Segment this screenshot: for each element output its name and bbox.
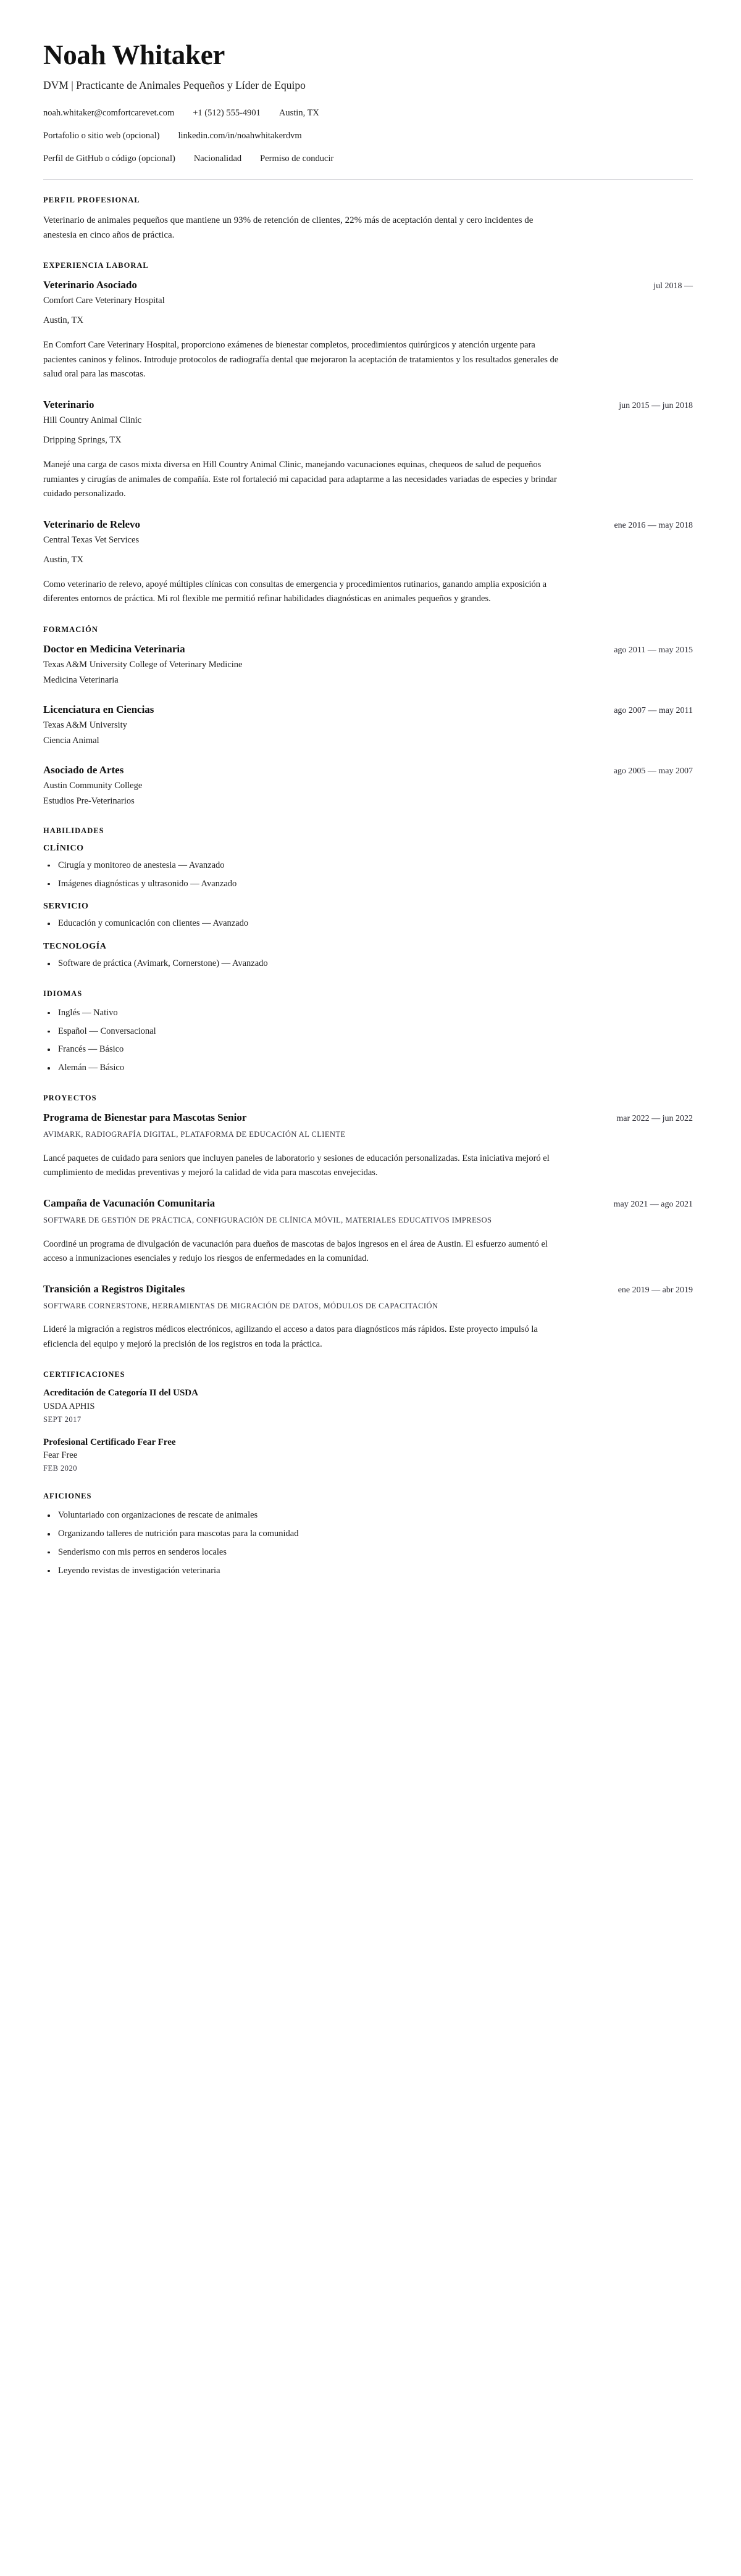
experience-organization: Hill Country Animal Clinic xyxy=(43,415,142,426)
experience-location: Dripping Springs, TX xyxy=(43,435,122,446)
hobby-item: Leyendo revistas de investigación veterinaria xyxy=(43,1564,693,1578)
education-degree: Licenciatura en Ciencias xyxy=(43,703,154,715)
education-date: ago 2011 — may 2015 xyxy=(614,645,693,655)
project-entry-head xyxy=(43,1282,693,1296)
project-entry xyxy=(43,1111,693,1181)
candidate-headline: DVM | Practicante de Animales Pequeños y Líder de Equipo xyxy=(43,79,306,92)
hobby-item: Voluntariado con organizaciones de rescate de animales xyxy=(43,1509,693,1523)
certification-title: Profesional Certificado Fear Free xyxy=(43,1437,176,1447)
education-entry xyxy=(43,703,693,747)
certifications-list xyxy=(43,1387,693,1473)
project-description: Lancé paquetes de cuidado para seniors que incluyen paneles de laboratorio y sesiones de educación personalizadas. Esta iniciativa mejoró el cumplimiento de medidas preventivas y mejoró la calidad de vida para mascotas envejecidas. xyxy=(43,1153,550,1178)
certification-entry xyxy=(43,1387,693,1424)
experience-date: jun 2015 — jun 2018 xyxy=(619,401,693,410)
experience-entry xyxy=(43,518,693,607)
education-entry-head xyxy=(43,763,693,777)
section-title-certifications: CERTIFICACIONES xyxy=(43,1370,125,1379)
skill-item: Cirugía y monitoreo de anestesia — Avanzado xyxy=(43,859,693,873)
education-entry xyxy=(43,642,693,687)
experience-organization: Central Texas Vet Services xyxy=(43,534,140,545)
project-keywords: SOFTWARE CORNERSTONE, HERRAMIENTAS DE MIGRACIÓN DE DATOS, MÓDULOS DE CAPACITACIÓN xyxy=(43,1301,438,1310)
hobby-item: Senderismo con mis perros en senderos locales xyxy=(43,1546,693,1560)
candidate-name: Noah Whitaker xyxy=(43,39,225,70)
project-description: Lideré la migración a registros médicos electrónicos, agilizando el acceso a datos para diagnósticos más rápidos. Este proyecto impulsó la eficiencia del equipo y mejoró la precisión de los registros en toda la práctica. xyxy=(43,1324,538,1349)
project-title: Programa de Bienestar para Mascotas Senior xyxy=(43,1111,247,1123)
experience-entry-head xyxy=(43,398,693,412)
education-field: Estudios Pre-Veterinarios xyxy=(43,796,135,806)
certification-title: Acreditación de Categoría II del USDA xyxy=(43,1388,198,1398)
project-entry-head xyxy=(43,1111,693,1124)
skill-item-list xyxy=(43,859,693,891)
certification-entry xyxy=(43,1437,693,1474)
projects-list xyxy=(43,1111,693,1352)
contact-row-3 xyxy=(43,152,693,165)
education-entry-head xyxy=(43,642,693,656)
experience-organization: Comfort Care Veterinary Hospital xyxy=(43,296,165,306)
project-date: mar 2022 — jun 2022 xyxy=(616,1113,693,1123)
experience-entry-head xyxy=(43,278,693,292)
section-languages xyxy=(43,989,693,1075)
education-field: Medicina Veterinaria xyxy=(43,675,119,685)
education-entry-head xyxy=(43,703,693,717)
contact-nationality: Nacionalidad xyxy=(193,154,242,164)
language-item: Inglés — Nativo xyxy=(43,1007,693,1020)
certification-date: FEB 2020 xyxy=(43,1464,78,1473)
section-skills xyxy=(43,826,693,971)
experience-job-title: Veterinario Asociado xyxy=(43,279,137,291)
section-title-skills: HABILIDADES xyxy=(43,826,104,835)
project-date: ene 2019 — abr 2019 xyxy=(618,1285,693,1295)
profile-summary: Veterinario de animales pequeños que mantiene un 93% de retención de clientes, 22% más de aceptación dental y cero incidentes de anestesia en cinco años de práctica. xyxy=(43,215,534,241)
resume-header xyxy=(43,41,693,165)
languages-list xyxy=(43,1007,693,1075)
section-profile xyxy=(43,196,693,243)
contact-linkedin[interactable]: linkedin.com/in/noahwhitakerdvm xyxy=(178,131,302,141)
contact-driving-license: Permiso de conducir xyxy=(260,154,334,164)
hobby-item: Organizando talleres de nutrición para mascotas para la comunidad xyxy=(43,1527,693,1541)
project-entry xyxy=(43,1282,693,1352)
contact-portfolio[interactable]: Portafolio o sitio web (opcional) xyxy=(43,131,160,141)
skill-group xyxy=(43,844,693,891)
header-divider xyxy=(43,179,693,180)
project-description: Coordiné un programa de divulgación de vacunación para dueños de mascotas de bajos ingresos en el área de Austin. El esfuerzo aumentó el acceso a inmunizaciones esenciales y redujo los riesgos de enfermedades en la comunidad. xyxy=(43,1239,548,1264)
section-title-experience: EXPERIENCIA LABORAL xyxy=(43,261,149,270)
contact-github[interactable]: Perfil de GitHub o código (opcional) xyxy=(43,154,175,164)
experience-entry xyxy=(43,278,693,382)
education-field: Ciencia Animal xyxy=(43,735,99,746)
experience-date: jul 2018 — xyxy=(653,281,693,291)
skill-item: Imágenes diagnósticas y ultrasonido — Avanzado xyxy=(43,878,693,891)
experience-location: Austin, TX xyxy=(43,554,83,565)
contact-email[interactable]: noah.whitaker@comfortcarevet.com xyxy=(43,107,175,118)
education-degree: Doctor en Medicina Veterinaria xyxy=(43,642,185,655)
project-keywords: SOFTWARE DE GESTIÓN DE PRÁCTICA, CONFIGURACIÓN DE CLÍNICA MÓVIL, MATERIALES EDUCATIVOS IMPRESOS xyxy=(43,1215,492,1224)
certification-issuer: USDA APHIS xyxy=(43,1401,95,1411)
education-list xyxy=(43,642,693,808)
contact-location: Austin, TX xyxy=(278,107,319,118)
section-experience xyxy=(43,261,693,606)
education-entry xyxy=(43,763,693,808)
language-item: Español — Conversacional xyxy=(43,1025,693,1039)
skill-category-label: SERVICIO xyxy=(43,902,89,912)
skill-item: Educación y comunicación con clientes — Avanzado xyxy=(43,917,693,931)
certification-issuer: Fear Free xyxy=(43,1450,78,1461)
skill-group xyxy=(43,942,693,971)
section-title-hobbies: AFICIONES xyxy=(43,1492,92,1501)
experience-description: Manejé una carga de casos mixta diversa en Hill Country Animal Clinic, manejando vacunaciones equinas, chequeos de salud de pequeños rumiantes y cirugías de animales de compañía. Este rol fortaleció mi capacidad para adaptarme a las necesidades variadas de especies y brindar cuidado personalizado. xyxy=(43,460,557,499)
project-date: may 2021 — ago 2021 xyxy=(613,1199,693,1209)
skill-category-label: CLÍNICO xyxy=(43,843,84,853)
hobbies-list xyxy=(43,1509,693,1577)
experience-list xyxy=(43,278,693,606)
education-date: ago 2005 — may 2007 xyxy=(613,766,693,776)
experience-date: ene 2016 — may 2018 xyxy=(614,520,693,530)
section-projects xyxy=(43,1094,693,1352)
project-keywords: AVIMARK, RADIOGRAFÍA DIGITAL, PLATAFORMA DE EDUCACIÓN AL CLIENTE xyxy=(43,1130,346,1139)
experience-job-title: Veterinario de Relevo xyxy=(43,518,141,530)
skill-category-label: TECNOLOGÍA xyxy=(43,942,107,952)
education-institution: Austin Community College xyxy=(43,780,143,791)
project-entry-head xyxy=(43,1197,693,1210)
experience-entry-head xyxy=(43,518,693,531)
experience-entry xyxy=(43,398,693,502)
section-education xyxy=(43,625,693,808)
experience-job-title: Veterinario xyxy=(43,398,94,410)
education-date: ago 2007 — may 2011 xyxy=(614,705,693,715)
section-title-education: FORMACIÓN xyxy=(43,625,98,634)
experience-description: En Comfort Care Veterinary Hospital, proporciono exámenes de bienestar completos, procedimientos quirúrgicos y atención urgente para pacientes caninos y felinos. Introduje protocolos de radiografía dental que mejoraron la aceptación de tratamientos y los resultados generales de salud oral para las mascotas. xyxy=(43,340,559,380)
skill-item: Software de práctica (Avimark, Cornerstone) — Avanzado xyxy=(43,957,693,971)
project-title: Transición a Registros Digitales xyxy=(43,1282,185,1295)
skill-group xyxy=(43,902,693,931)
experience-location: Austin, TX xyxy=(43,315,83,326)
language-item: Alemán — Básico xyxy=(43,1062,693,1075)
project-entry xyxy=(43,1197,693,1266)
contact-row-2 xyxy=(43,130,693,142)
skill-item-list xyxy=(43,957,693,971)
education-degree: Asociado de Artes xyxy=(43,763,124,776)
language-item: Francés — Básico xyxy=(43,1043,693,1057)
project-title: Campaña de Vacunación Comunitaria xyxy=(43,1197,216,1209)
contact-phone[interactable]: +1 (512) 555-4901 xyxy=(193,107,261,118)
skill-item-list xyxy=(43,917,693,931)
experience-description: Como veterinario de relevo, apoyé múltiples clínicas con consultas de emergencia y procedimientos rutinarios, ganando amplia exposición a diferentes entornos de práctica. Mi rol flexible me permitió refinar habilidades diagnósticas en animales pequeños y grandes. xyxy=(43,579,547,604)
contact-row-1 xyxy=(43,107,693,119)
certification-date: SEPT 2017 xyxy=(43,1415,82,1424)
skills-list xyxy=(43,844,693,971)
section-hobbies xyxy=(43,1492,693,1577)
section-certifications xyxy=(43,1370,693,1473)
section-title-profile: PERFIL PROFESIONAL xyxy=(43,195,140,204)
section-title-projects: PROYECTOS xyxy=(43,1093,97,1102)
education-institution: Texas A&M University College of Veterinary Medicine xyxy=(43,659,243,670)
education-institution: Texas A&M University xyxy=(43,720,127,730)
section-title-languages: IDIOMAS xyxy=(43,989,83,998)
